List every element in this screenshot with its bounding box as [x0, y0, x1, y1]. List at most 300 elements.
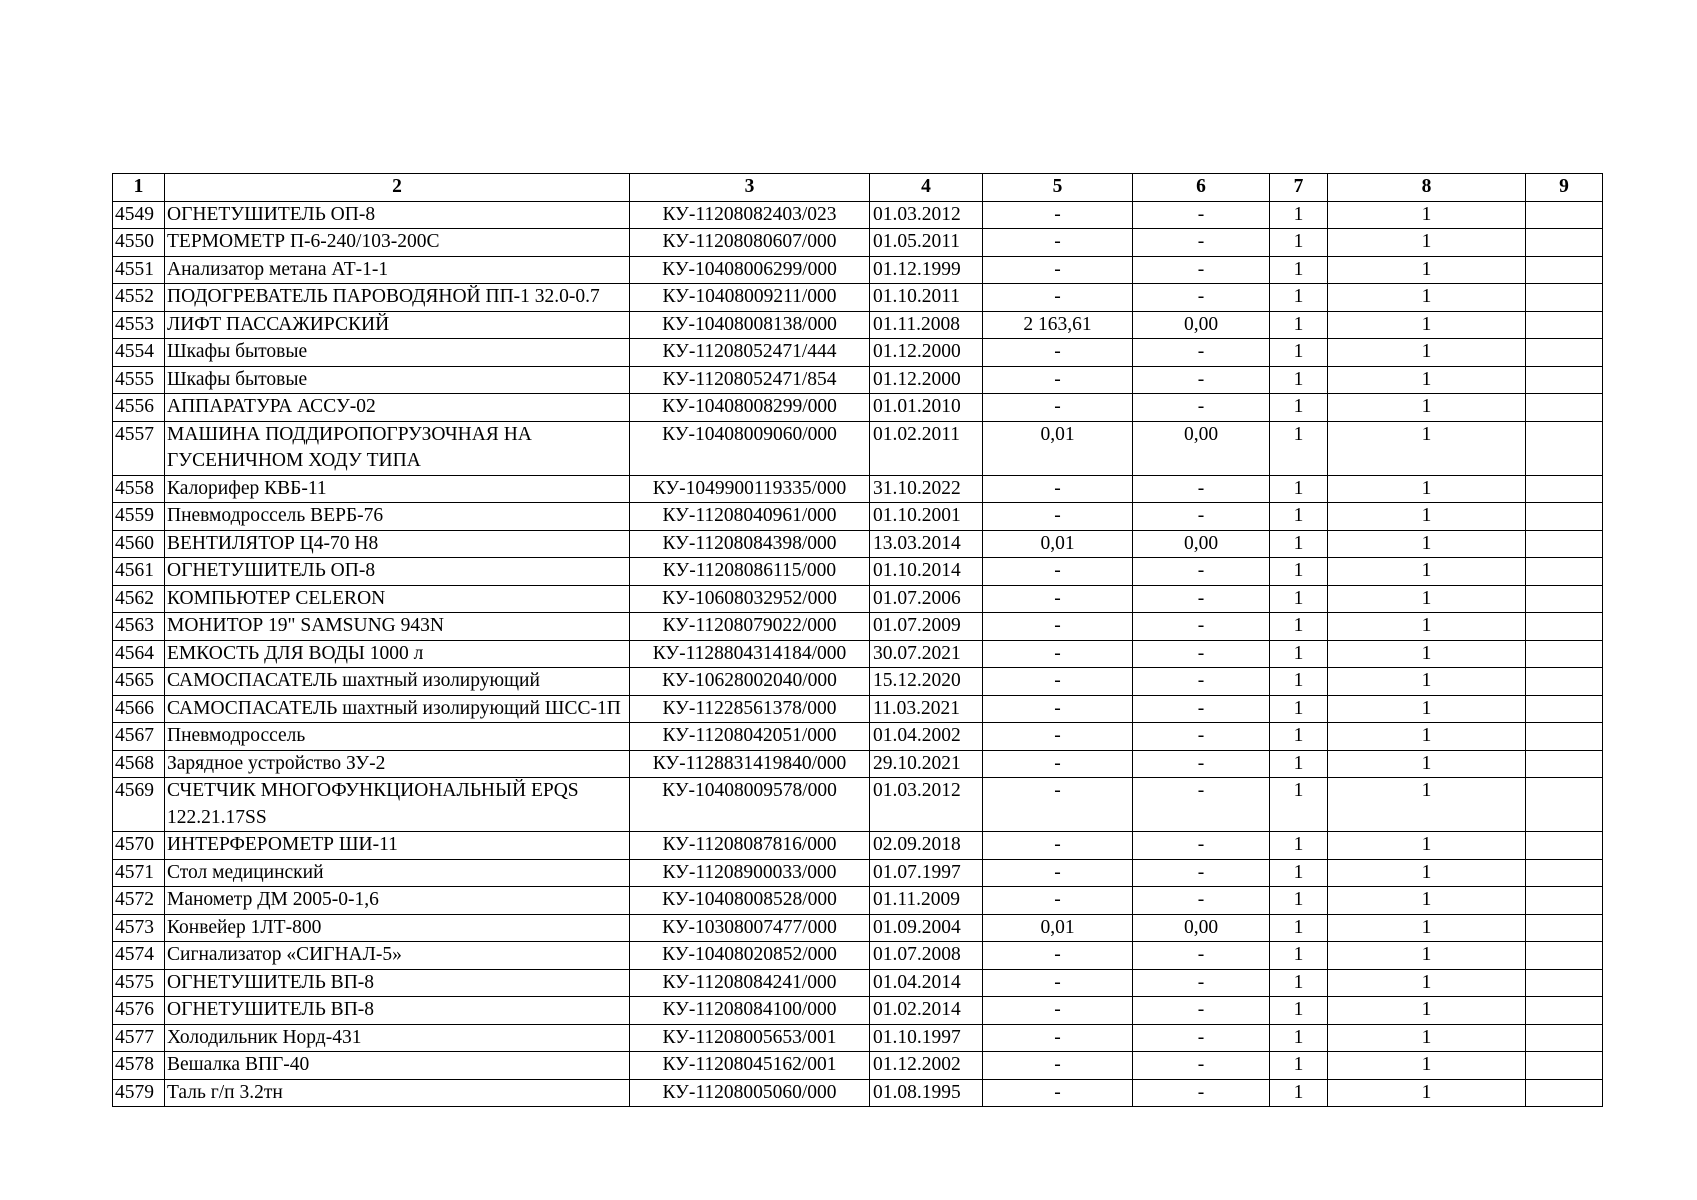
cell-col-7: 1 — [1270, 366, 1328, 394]
cell-col-5: - — [983, 942, 1133, 970]
cell-date: 01.05.2011 — [870, 229, 983, 257]
table-row — [113, 585, 1603, 613]
cell-row-number: 4564 — [113, 640, 165, 668]
cell-row-number: 4570 — [113, 832, 165, 860]
cell-row-number: 4551 — [113, 256, 165, 284]
table-row — [113, 366, 1603, 394]
cell-col-7: 1 — [1270, 284, 1328, 312]
cell-col-5: - — [983, 859, 1133, 887]
table-row — [113, 778, 1603, 832]
cell-row-number: 4576 — [113, 997, 165, 1025]
cell-col-9 — [1526, 695, 1603, 723]
cell-col-5: 0,01 — [983, 530, 1133, 558]
cell-col-8: 1 — [1328, 201, 1526, 229]
cell-col-6: 0,00 — [1133, 530, 1270, 558]
cell-col-9 — [1526, 475, 1603, 503]
cell-col-8: 1 — [1328, 942, 1526, 970]
header-col-6: 6 — [1133, 174, 1270, 202]
header-col-4: 4 — [870, 174, 983, 202]
cell-date: 01.11.2009 — [870, 887, 983, 915]
cell-col-6: - — [1133, 503, 1270, 531]
cell-col-8: 1 — [1328, 366, 1526, 394]
cell-col-6: - — [1133, 366, 1270, 394]
cell-col-8: 1 — [1328, 969, 1526, 997]
cell-inventory-code: КУ-10408020852/000 — [630, 942, 870, 970]
cell-date: 01.08.1995 — [870, 1079, 983, 1107]
cell-col-8: 1 — [1328, 530, 1526, 558]
cell-row-number: 4575 — [113, 969, 165, 997]
cell-col-5: - — [983, 613, 1133, 641]
cell-col-5: - — [983, 832, 1133, 860]
cell-col-7: 1 — [1270, 201, 1328, 229]
cell-inventory-code: КУ-10408009578/000 — [630, 778, 870, 832]
cell-date: 11.03.2021 — [870, 695, 983, 723]
cell-date: 01.10.2014 — [870, 558, 983, 586]
cell-inventory-code: КУ-11208040961/000 — [630, 503, 870, 531]
cell-item-name: Калорифер КВБ-11 — [165, 475, 630, 503]
cell-col-6: 0,00 — [1133, 914, 1270, 942]
cell-col-5: - — [983, 284, 1133, 312]
cell-col-5: - — [983, 201, 1133, 229]
cell-col-7: 1 — [1270, 887, 1328, 915]
table-header — [113, 174, 1603, 202]
cell-row-number: 4572 — [113, 887, 165, 915]
cell-col-9 — [1526, 311, 1603, 339]
table-row — [113, 558, 1603, 586]
cell-col-8: 1 — [1328, 640, 1526, 668]
cell-item-name: ТЕРМОМЕТР П-6-240/103-200С — [165, 229, 630, 257]
cell-col-9 — [1526, 750, 1603, 778]
cell-col-8: 1 — [1328, 256, 1526, 284]
header-col-1: 1 — [113, 174, 165, 202]
cell-col-8: 1 — [1328, 339, 1526, 367]
cell-item-name: Пневмодроссель ВЕРБ-76 — [165, 503, 630, 531]
cell-date: 01.01.2010 — [870, 394, 983, 422]
table-row — [113, 695, 1603, 723]
cell-col-7: 1 — [1270, 832, 1328, 860]
header-row — [113, 174, 1603, 202]
cell-item-name: ОГНЕТУШИТЕЛЬ ОП-8 — [165, 558, 630, 586]
table-row — [113, 668, 1603, 696]
cell-col-9 — [1526, 229, 1603, 257]
cell-col-9 — [1526, 284, 1603, 312]
cell-col-6: - — [1133, 887, 1270, 915]
cell-col-8: 1 — [1328, 723, 1526, 751]
table-row — [113, 421, 1603, 475]
cell-inventory-code: КУ-10308007477/000 — [630, 914, 870, 942]
cell-col-6: - — [1133, 750, 1270, 778]
cell-col-8: 1 — [1328, 503, 1526, 531]
cell-date: 01.10.2001 — [870, 503, 983, 531]
cell-inventory-code: КУ-11208005060/000 — [630, 1079, 870, 1107]
cell-col-9 — [1526, 942, 1603, 970]
cell-date: 01.09.2004 — [870, 914, 983, 942]
cell-date: 31.10.2022 — [870, 475, 983, 503]
cell-col-9 — [1526, 339, 1603, 367]
cell-col-5: - — [983, 640, 1133, 668]
cell-col-9 — [1526, 1052, 1603, 1080]
cell-col-8: 1 — [1328, 585, 1526, 613]
cell-col-5: - — [983, 668, 1133, 696]
cell-col-8: 1 — [1328, 311, 1526, 339]
cell-col-9 — [1526, 201, 1603, 229]
cell-inventory-code: КУ-11208052471/444 — [630, 339, 870, 367]
document-sheet — [112, 173, 1602, 1107]
cell-row-number: 4552 — [113, 284, 165, 312]
cell-col-7: 1 — [1270, 750, 1328, 778]
cell-col-8: 1 — [1328, 421, 1526, 475]
cell-col-9 — [1526, 887, 1603, 915]
cell-col-6: - — [1133, 997, 1270, 1025]
cell-col-5: - — [983, 1024, 1133, 1052]
cell-item-name: ПОДОГРЕВАТЕЛЬ ПАРОВОДЯНОЙ ПП-1 32.0-0.7 — [165, 284, 630, 312]
cell-row-number: 4563 — [113, 613, 165, 641]
cell-item-name: Сигнализатор «СИГНАЛ-5» — [165, 942, 630, 970]
cell-col-7: 1 — [1270, 558, 1328, 586]
cell-col-6: - — [1133, 229, 1270, 257]
cell-item-name: Конвейер 1ЛТ-800 — [165, 914, 630, 942]
table-row — [113, 284, 1603, 312]
cell-col-6: - — [1133, 256, 1270, 284]
cell-col-5: 0,01 — [983, 421, 1133, 475]
cell-row-number: 4578 — [113, 1052, 165, 1080]
cell-inventory-code: КУ-10408008299/000 — [630, 394, 870, 422]
cell-col-7: 1 — [1270, 394, 1328, 422]
cell-inventory-code: КУ-10408009060/000 — [630, 421, 870, 475]
table-row — [113, 1024, 1603, 1052]
cell-row-number: 4569 — [113, 778, 165, 832]
cell-row-number: 4553 — [113, 311, 165, 339]
cell-date: 02.09.2018 — [870, 832, 983, 860]
cell-col-8: 1 — [1328, 778, 1526, 832]
cell-col-7: 1 — [1270, 997, 1328, 1025]
cell-col-7: 1 — [1270, 1079, 1328, 1107]
cell-inventory-code: КУ-11208052471/854 — [630, 366, 870, 394]
cell-col-7: 1 — [1270, 421, 1328, 475]
cell-col-9 — [1526, 530, 1603, 558]
cell-col-5: 0,01 — [983, 914, 1133, 942]
cell-item-name: СЧЕТЧИК МНОГОФУНКЦИОНАЛЬНЫЙ EPQS 122.21.17SS — [165, 778, 630, 832]
cell-inventory-code: КУ-11208042051/000 — [630, 723, 870, 751]
cell-row-number: 4554 — [113, 339, 165, 367]
cell-date: 01.10.2011 — [870, 284, 983, 312]
cell-col-6: - — [1133, 859, 1270, 887]
cell-date: 01.12.2000 — [870, 366, 983, 394]
cell-col-5: - — [983, 778, 1133, 832]
cell-item-name: САМОСПАСАТЕЛЬ шахтный изолирующий — [165, 668, 630, 696]
cell-item-name: Пневмодроссель — [165, 723, 630, 751]
cell-inventory-code: КУ-11208086115/000 — [630, 558, 870, 586]
cell-col-6: - — [1133, 475, 1270, 503]
cell-col-7: 1 — [1270, 859, 1328, 887]
header-col-9: 9 — [1526, 174, 1603, 202]
cell-col-9 — [1526, 640, 1603, 668]
cell-col-5: - — [983, 475, 1133, 503]
cell-col-8: 1 — [1328, 750, 1526, 778]
cell-col-7: 1 — [1270, 969, 1328, 997]
cell-col-8: 1 — [1328, 914, 1526, 942]
cell-item-name: Стол медицинский — [165, 859, 630, 887]
cell-date: 30.07.2021 — [870, 640, 983, 668]
cell-col-6: - — [1133, 668, 1270, 696]
cell-inventory-code: КУ-1049900119335/000 — [630, 475, 870, 503]
cell-col-8: 1 — [1328, 394, 1526, 422]
cell-col-5: 2 163,61 — [983, 311, 1133, 339]
cell-date: 01.12.2002 — [870, 1052, 983, 1080]
cell-col-7: 1 — [1270, 475, 1328, 503]
table-row — [113, 339, 1603, 367]
cell-col-8: 1 — [1328, 887, 1526, 915]
cell-col-6: - — [1133, 1052, 1270, 1080]
cell-inventory-code: КУ-10408008528/000 — [630, 887, 870, 915]
cell-col-9 — [1526, 997, 1603, 1025]
header-col-5: 5 — [983, 174, 1133, 202]
cell-date: 15.12.2020 — [870, 668, 983, 696]
cell-col-8: 1 — [1328, 695, 1526, 723]
cell-col-5: - — [983, 723, 1133, 751]
cell-col-9 — [1526, 394, 1603, 422]
cell-col-7: 1 — [1270, 723, 1328, 751]
cell-row-number: 4568 — [113, 750, 165, 778]
cell-col-9 — [1526, 558, 1603, 586]
cell-col-6: - — [1133, 640, 1270, 668]
cell-col-5: - — [983, 887, 1133, 915]
cell-col-6: - — [1133, 723, 1270, 751]
table-row — [113, 750, 1603, 778]
cell-date: 01.12.2000 — [870, 339, 983, 367]
cell-col-9 — [1526, 668, 1603, 696]
cell-item-name: АППАРАТУРА АССУ-02 — [165, 394, 630, 422]
cell-inventory-code: КУ-11208079022/000 — [630, 613, 870, 641]
cell-col-7: 1 — [1270, 1024, 1328, 1052]
cell-inventory-code: КУ-11208087816/000 — [630, 832, 870, 860]
cell-col-8: 1 — [1328, 997, 1526, 1025]
cell-inventory-code: КУ-11208900033/000 — [630, 859, 870, 887]
cell-item-name: ОГНЕТУШИТЕЛЬ ВП-8 — [165, 997, 630, 1025]
cell-row-number: 4558 — [113, 475, 165, 503]
cell-inventory-code: КУ-1128804314184/000 — [630, 640, 870, 668]
cell-item-name: Таль г/п 3.2тн — [165, 1079, 630, 1107]
header-col-7: 7 — [1270, 174, 1328, 202]
cell-date: 13.03.2014 — [870, 530, 983, 558]
cell-col-5: - — [983, 503, 1133, 531]
cell-col-5: - — [983, 558, 1133, 586]
table-row — [113, 229, 1603, 257]
cell-inventory-code: КУ-10608032952/000 — [630, 585, 870, 613]
table-body — [113, 201, 1603, 1107]
cell-item-name: ИНТЕРФЕРОМЕТР ШИ-11 — [165, 832, 630, 860]
cell-date: 01.02.2011 — [870, 421, 983, 475]
cell-col-6: - — [1133, 558, 1270, 586]
cell-inventory-code: КУ-11208082403/023 — [630, 201, 870, 229]
cell-row-number: 4550 — [113, 229, 165, 257]
table-row — [113, 832, 1603, 860]
cell-col-6: - — [1133, 778, 1270, 832]
cell-col-6: - — [1133, 585, 1270, 613]
cell-col-9 — [1526, 969, 1603, 997]
table-row — [113, 256, 1603, 284]
cell-col-7: 1 — [1270, 778, 1328, 832]
cell-col-5: - — [983, 969, 1133, 997]
cell-col-8: 1 — [1328, 558, 1526, 586]
cell-row-number: 4555 — [113, 366, 165, 394]
cell-inventory-code: КУ-10408009211/000 — [630, 284, 870, 312]
cell-col-7: 1 — [1270, 695, 1328, 723]
cell-row-number: 4561 — [113, 558, 165, 586]
cell-col-8: 1 — [1328, 229, 1526, 257]
table-row — [113, 1052, 1603, 1080]
cell-col-9 — [1526, 585, 1603, 613]
cell-row-number: 4579 — [113, 1079, 165, 1107]
cell-col-6: - — [1133, 695, 1270, 723]
cell-row-number: 4565 — [113, 668, 165, 696]
table-row — [113, 859, 1603, 887]
table-row — [113, 1079, 1603, 1107]
cell-col-9 — [1526, 421, 1603, 475]
cell-item-name: Шкафы бытовые — [165, 366, 630, 394]
cell-col-5: - — [983, 256, 1133, 284]
cell-item-name: КОМПЬЮТЕР CELERON — [165, 585, 630, 613]
cell-col-5: - — [983, 1079, 1133, 1107]
cell-col-7: 1 — [1270, 668, 1328, 696]
cell-row-number: 4559 — [113, 503, 165, 531]
cell-date: 01.11.2008 — [870, 311, 983, 339]
cell-col-6: - — [1133, 284, 1270, 312]
cell-col-6: - — [1133, 339, 1270, 367]
table-row — [113, 942, 1603, 970]
cell-item-name: САМОСПАСАТЕЛЬ шахтный изолирующий ШСС-1П — [165, 695, 630, 723]
cell-col-7: 1 — [1270, 530, 1328, 558]
cell-col-8: 1 — [1328, 613, 1526, 641]
cell-col-7: 1 — [1270, 256, 1328, 284]
cell-col-6: 0,00 — [1133, 421, 1270, 475]
cell-date: 01.07.2008 — [870, 942, 983, 970]
cell-col-6: - — [1133, 969, 1270, 997]
cell-row-number: 4571 — [113, 859, 165, 887]
cell-col-6: - — [1133, 613, 1270, 641]
cell-item-name: МОНИТОР 19" SAMSUNG 943N — [165, 613, 630, 641]
cell-item-name: Анализатор метана АТ-1-1 — [165, 256, 630, 284]
cell-date: 01.12.1999 — [870, 256, 983, 284]
cell-item-name: МАШИНА ПОДДИРОПОГРУЗОЧНАЯ НА ГУСЕНИЧНОМ ХОДУ ТИПА — [165, 421, 630, 475]
cell-inventory-code: КУ-11208005653/001 — [630, 1024, 870, 1052]
table-row — [113, 613, 1603, 641]
cell-date: 01.04.2002 — [870, 723, 983, 751]
cell-col-5: - — [983, 229, 1133, 257]
cell-item-name: Манометр ДМ 2005-0-1,6 — [165, 887, 630, 915]
header-col-2: 2 — [165, 174, 630, 202]
cell-inventory-code: КУ-11208080607/000 — [630, 229, 870, 257]
cell-row-number: 4577 — [113, 1024, 165, 1052]
cell-date: 01.02.2014 — [870, 997, 983, 1025]
cell-col-9 — [1526, 1079, 1603, 1107]
cell-date: 29.10.2021 — [870, 750, 983, 778]
cell-row-number: 4566 — [113, 695, 165, 723]
cell-row-number: 4574 — [113, 942, 165, 970]
cell-item-name: ЕМКОСТЬ ДЛЯ ВОДЫ 1000 л — [165, 640, 630, 668]
cell-col-5: - — [983, 997, 1133, 1025]
cell-col-6: 0,00 — [1133, 311, 1270, 339]
cell-col-9 — [1526, 503, 1603, 531]
cell-item-name: ОГНЕТУШИТЕЛЬ ВП-8 — [165, 969, 630, 997]
cell-inventory-code: КУ-10628002040/000 — [630, 668, 870, 696]
cell-col-8: 1 — [1328, 475, 1526, 503]
cell-col-7: 1 — [1270, 1052, 1328, 1080]
cell-row-number: 4549 — [113, 201, 165, 229]
table-row — [113, 503, 1603, 531]
cell-col-9 — [1526, 366, 1603, 394]
table-row — [113, 394, 1603, 422]
cell-col-6: - — [1133, 942, 1270, 970]
cell-inventory-code: КУ-11208084398/000 — [630, 530, 870, 558]
cell-col-5: - — [983, 394, 1133, 422]
cell-col-6: - — [1133, 1079, 1270, 1107]
table-row — [113, 640, 1603, 668]
cell-col-5: - — [983, 1052, 1133, 1080]
cell-row-number: 4560 — [113, 530, 165, 558]
cell-col-5: - — [983, 750, 1133, 778]
cell-date: 01.07.2006 — [870, 585, 983, 613]
cell-date: 01.03.2012 — [870, 778, 983, 832]
table-row — [113, 530, 1603, 558]
cell-col-8: 1 — [1328, 859, 1526, 887]
cell-item-name: Шкафы бытовые — [165, 339, 630, 367]
cell-col-9 — [1526, 723, 1603, 751]
cell-col-6: - — [1133, 201, 1270, 229]
cell-col-8: 1 — [1328, 1052, 1526, 1080]
cell-item-name: ЛИФТ ПАССАЖИРСКИЙ — [165, 311, 630, 339]
cell-inventory-code: КУ-11228561378/000 — [630, 695, 870, 723]
cell-date: 01.04.2014 — [870, 969, 983, 997]
asset-table — [112, 173, 1603, 1107]
cell-row-number: 4556 — [113, 394, 165, 422]
cell-col-9 — [1526, 1024, 1603, 1052]
cell-col-7: 1 — [1270, 640, 1328, 668]
header-col-3: 3 — [630, 174, 870, 202]
cell-item-name: Вешалка ВПГ-40 — [165, 1052, 630, 1080]
table-row — [113, 201, 1603, 229]
cell-col-7: 1 — [1270, 914, 1328, 942]
cell-col-8: 1 — [1328, 1079, 1526, 1107]
table-row — [113, 311, 1603, 339]
cell-item-name: ОГНЕТУШИТЕЛЬ ОП-8 — [165, 201, 630, 229]
cell-col-7: 1 — [1270, 229, 1328, 257]
table-row — [113, 475, 1603, 503]
cell-col-8: 1 — [1328, 284, 1526, 312]
cell-row-number: 4567 — [113, 723, 165, 751]
cell-col-7: 1 — [1270, 311, 1328, 339]
cell-inventory-code: КУ-11208045162/001 — [630, 1052, 870, 1080]
cell-inventory-code: КУ-10408008138/000 — [630, 311, 870, 339]
cell-col-9 — [1526, 914, 1603, 942]
cell-col-7: 1 — [1270, 613, 1328, 641]
table-row — [113, 969, 1603, 997]
cell-inventory-code: КУ-11208084241/000 — [630, 969, 870, 997]
cell-date: 01.07.1997 — [870, 859, 983, 887]
cell-item-name: ВЕНТИЛЯТОР Ц4-70 Н8 — [165, 530, 630, 558]
cell-col-6: - — [1133, 394, 1270, 422]
cell-col-9 — [1526, 859, 1603, 887]
cell-row-number: 4557 — [113, 421, 165, 475]
cell-col-9 — [1526, 613, 1603, 641]
cell-col-7: 1 — [1270, 942, 1328, 970]
cell-col-5: - — [983, 695, 1133, 723]
cell-item-name: Холодильник Норд-431 — [165, 1024, 630, 1052]
header-col-8: 8 — [1328, 174, 1526, 202]
table-row — [113, 914, 1603, 942]
table-row — [113, 723, 1603, 751]
cell-inventory-code: КУ-10408006299/000 — [630, 256, 870, 284]
